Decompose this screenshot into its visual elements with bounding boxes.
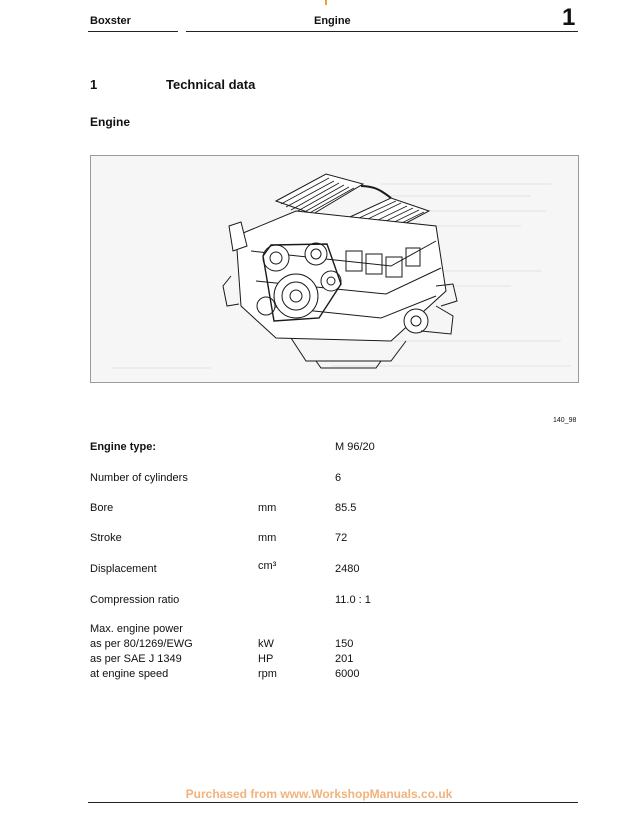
spec-value-engine-type: M 96/20 — [335, 441, 375, 453]
spec-label-displacement: Displacement — [90, 563, 157, 575]
spec-value-cylinders: 6 — [335, 472, 342, 484]
spec-unit-stroke: mm — [258, 532, 277, 544]
spec-value-stroke: 72 — [335, 532, 348, 544]
figure-code: 140_98 — [553, 417, 577, 424]
power-title: Max. engine power — [90, 623, 183, 635]
power-label-ewg: as per 80/1269/EWG — [90, 638, 193, 650]
engine-illustration — [91, 156, 578, 382]
header-rule — [88, 31, 578, 32]
spec-label-engine-type: Engine type: — [90, 441, 157, 453]
subsection-title: Engine — [90, 115, 131, 129]
spec-unit-displacement: cm³ — [258, 560, 277, 572]
footer-rule — [88, 802, 578, 803]
power-block — [90, 622, 193, 682]
top-marker — [325, 0, 327, 5]
engine-figure — [90, 155, 579, 383]
chapter-number: 1 — [562, 4, 576, 31]
spec-label-cylinders: Number of cylinders — [90, 472, 188, 484]
spec-label-stroke: Stroke — [90, 532, 122, 544]
spec-value-compression: 11.0 : 1 — [335, 594, 371, 606]
spec-value-bore: 85.5 — [335, 502, 357, 514]
power-unit-rpm: rpm — [258, 668, 277, 680]
power-label-sae: as per SAE J 1349 — [90, 653, 182, 665]
header-section: Engine — [314, 15, 351, 27]
power-unit-hp: HP — [258, 653, 274, 665]
footer-watermark: Purchased from www.WorkshopManuals.co.uk — [185, 787, 453, 801]
engine-drawing — [223, 174, 457, 368]
spec-label-compression: Compression ratio — [90, 594, 180, 606]
header-model: Boxster — [90, 15, 131, 27]
power-values — [335, 637, 359, 682]
spec-label-bore: Bore — [90, 502, 114, 514]
section-title: Technical data — [166, 77, 256, 92]
power-unit-kw: kW — [258, 638, 274, 650]
section-number: 1 — [90, 77, 98, 92]
spec-value-displacement: 2480 — [335, 563, 360, 575]
spec-unit-bore: mm — [258, 502, 277, 514]
power-value-kw: 150 — [335, 638, 354, 650]
power-value-rpm: 6000 — [335, 668, 360, 680]
header-rule-gap — [178, 30, 186, 33]
power-label-speed: at engine speed — [90, 668, 169, 680]
power-value-hp: 201 — [335, 653, 354, 665]
power-units — [258, 637, 277, 682]
